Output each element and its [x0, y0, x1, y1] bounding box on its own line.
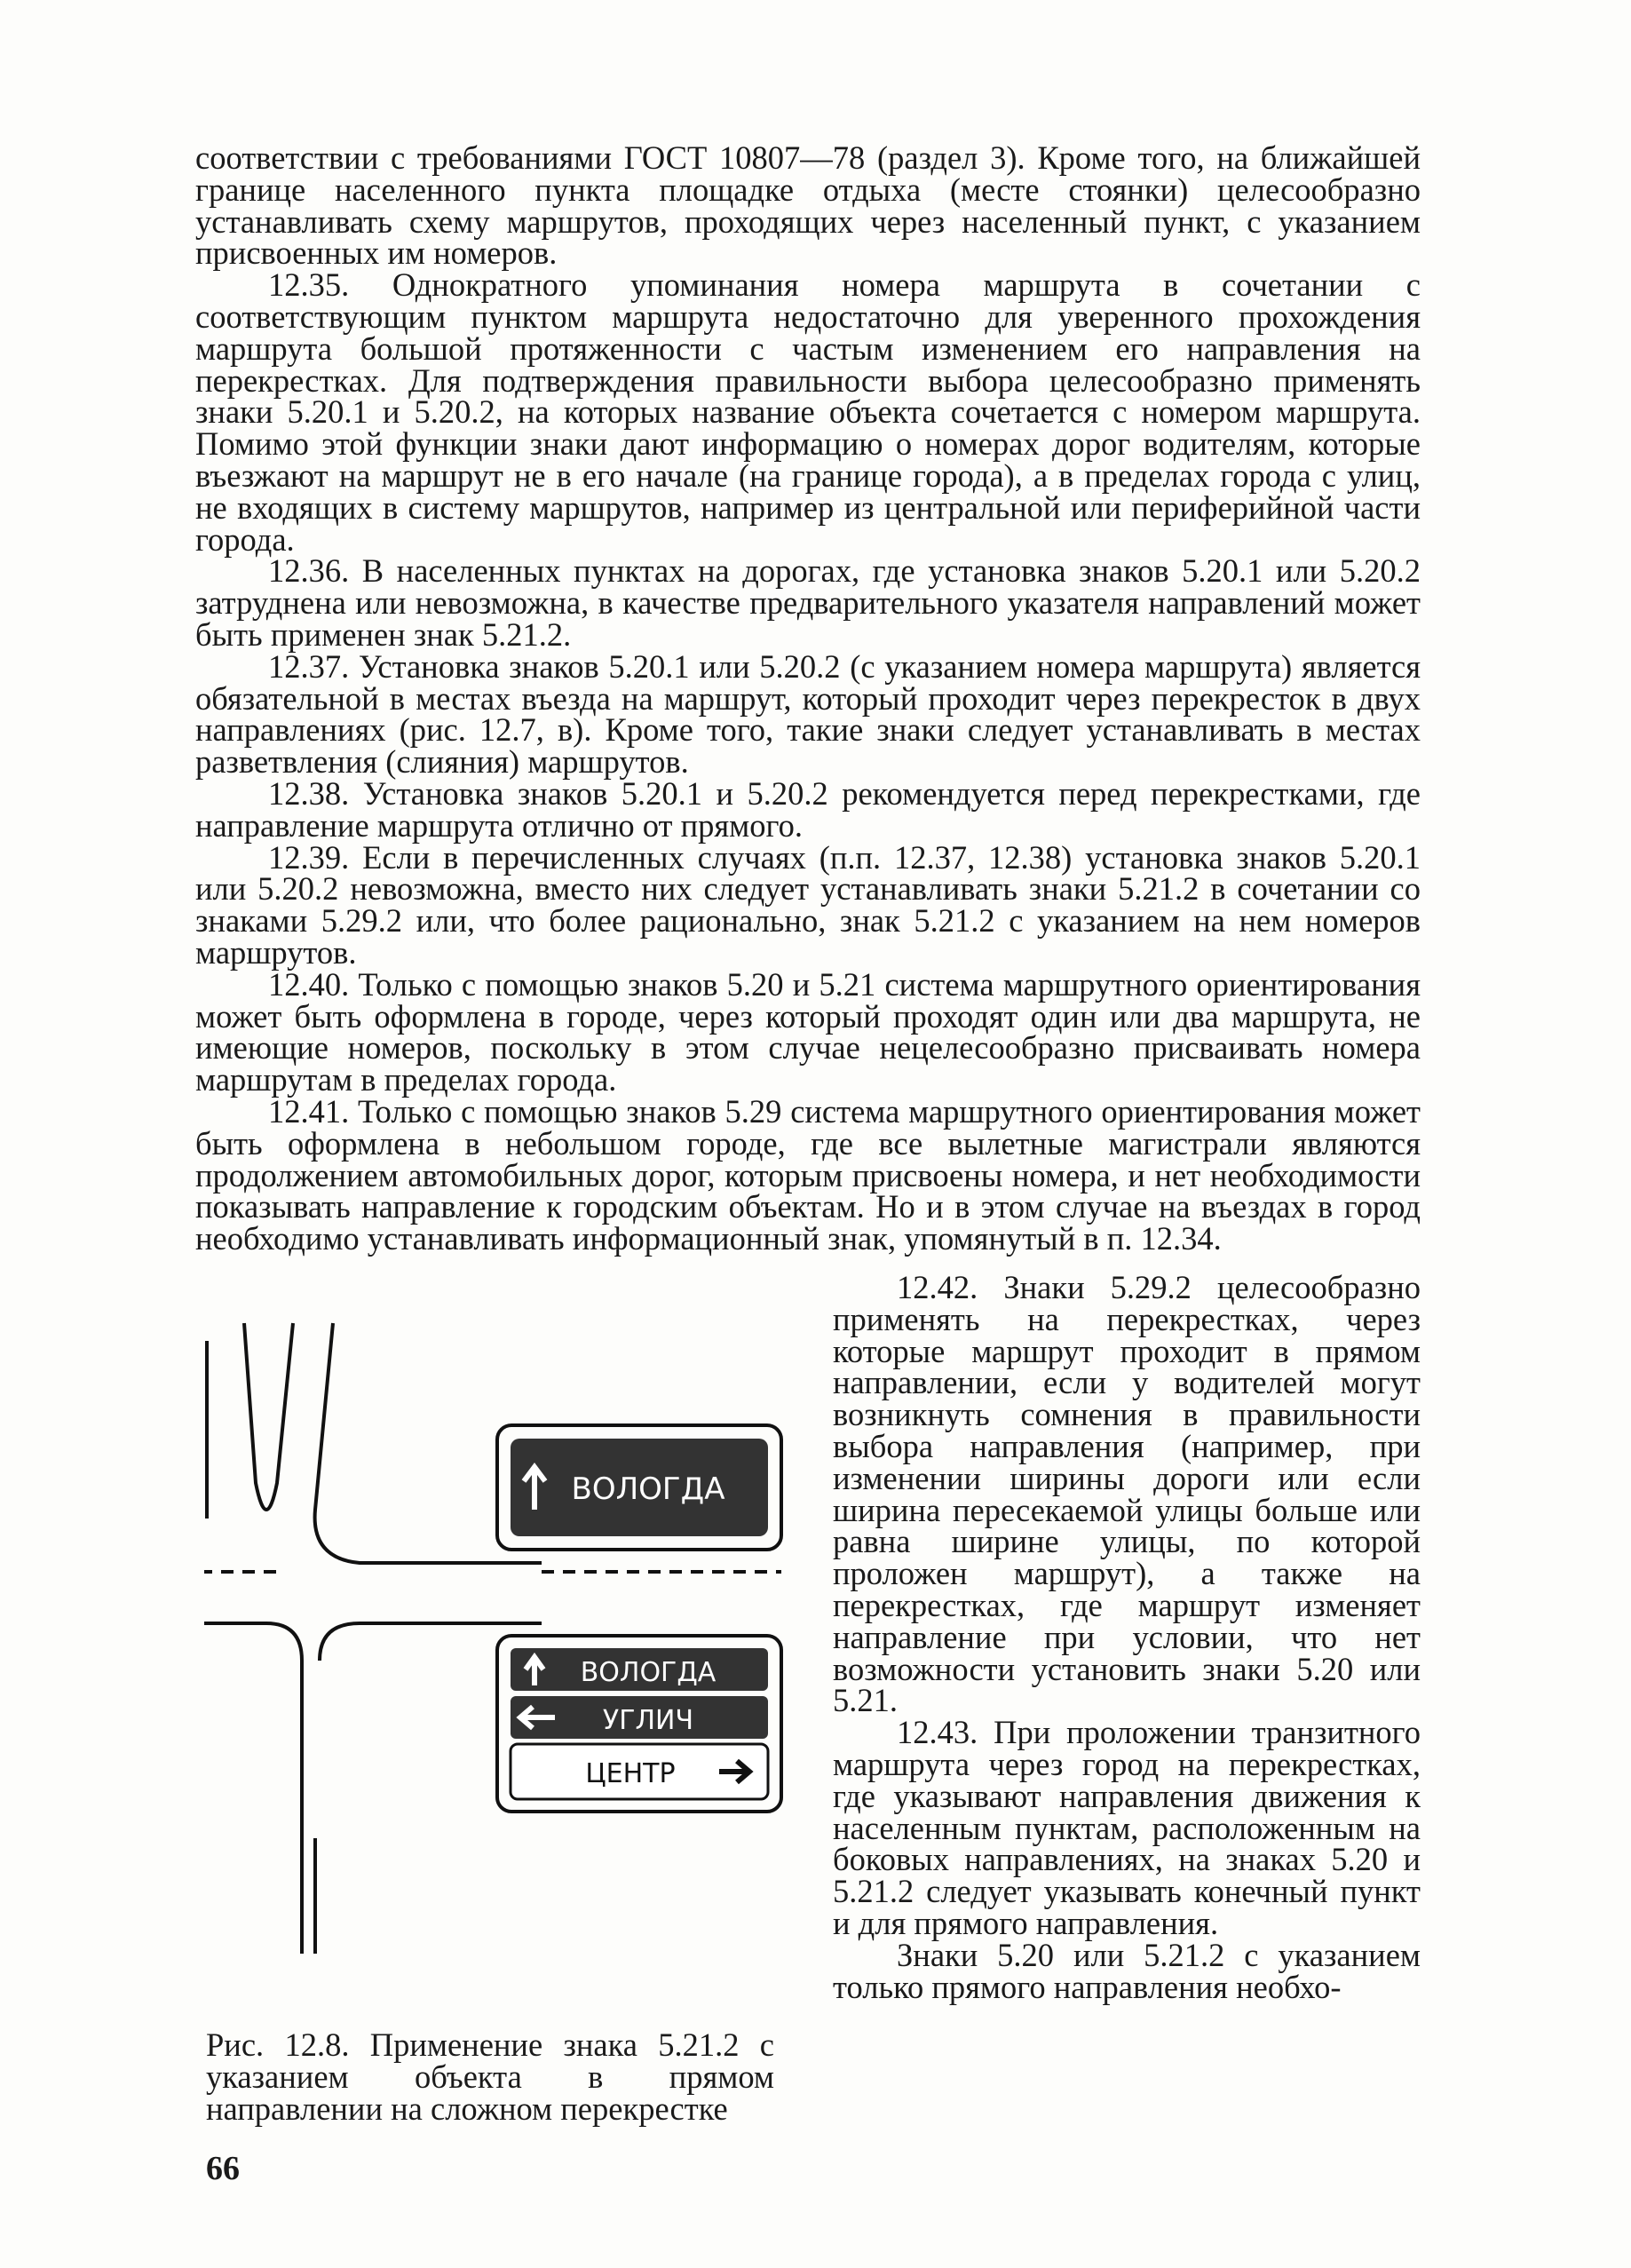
page-number: 66: [206, 2150, 240, 2187]
road-edge-right-upper: [315, 1323, 542, 1563]
figure-12-8: [204, 1305, 808, 2007]
paragraph-12-42: 12.42. Знаки 5.29.2 целесообразно применять на перекрестках, через которые маршрут проходит в прямом направлении, если у водителей могут возникнуть сомнения в правильности выбора направления (например, при изменении ширины дороги или если ширина пересекаемой улицы больше или равна ширине улицы, по которой проложен маршрут), а также на перекрестках, где маршрут изменяет направление при условии, что нет возможности установить знаки 5.20 или 5.21.: [833, 1269, 1421, 1719]
paragraph-12-38: 12.38. Установка знаков 5.20.1 и 5.20.2 рекомендуется перед перекрестками, где направление маршрута отлично от прямого.: [195, 774, 1421, 844]
sign-bottom-row1-label: ВОЛОГДА: [580, 1657, 717, 1688]
sign-bottom-row2-label: УГЛИЧ: [602, 1705, 694, 1736]
body-text-full-width: [195, 139, 1421, 1257]
paragraph-12-36: 12.36. В населенных пунктах на дорогах, где установка знаков 5.20.1 или 5.20.2 затруднена или невозможна, в качестве предварительного указателя направлений может быть применен знак 5.21.2.: [195, 552, 1421, 653]
paragraph-12-43: 12.43. При проложении транзитного маршрута через город на перекрестках, где указывают направления движения к населенным пунктам, расположенным на боковых направлениях, на знаках 5.20 и 5.21.2 следует указывать конечный пункт и для прямого направления.: [833, 1714, 1421, 1941]
paragraph-12-39: 12.39. Если в перечисленных случаях (п.п. 12.37, 12.38) установка знаков 5.20.1 или 5.20.2 невозможна, вместо них следует устанавливать знаки 5.21.2 в сочетании со знаками 5.29.2 или, что более рационально, знак 5.21.2 с указанием на нем номеров маршрутов.: [195, 838, 1421, 971]
paragraph-signs-note: Знаки 5.20 или 5.21.2 с указанием только прямого направления необхо-: [833, 1936, 1421, 2005]
sign-top-label: ВОЛОГДА: [571, 1471, 725, 1507]
road-lines: [204, 1323, 781, 1954]
sign-top: [497, 1425, 781, 1550]
road-median-v: [244, 1323, 293, 1510]
intersection-diagram: [204, 1305, 808, 2007]
paragraph-12-41: 12.41. Только с помощью знаков 5.29 система маршрутного ориентирования может быть оформлена в небольшом городе, где все вылетные магистрали являются продолжением автомобильных дорог, которым присвоены номера, и нет необходимости показывать направление к городским объектам. Но и в этом случае на въездах в город необходимо устанавливать информационный знак, упомянутый в п. 12.34.: [195, 1092, 1421, 1257]
paragraph-continuation: соответствии с требованиями ГОСТ 10807—78 (раздел 3). Кроме того, на ближайшей границе населенного пункта площадке отдыха (месте стоянки) целесообразно устанавливать схему маршрутов, проходящих через населенный пункт, с указанием присвоенных им номеров.: [195, 139, 1421, 272]
figure-caption: Рис. 12.8. Применение знака 5.21.2 с указанием объекта в прямом направлении на сложном перекрестке: [206, 2026, 774, 2127]
paragraph-12-35: 12.35. Однократного упоминания номера маршрута в сочетании с соответствующим пунктом маршрута недостаточно для уверенного прохождения маршрута большой протяженности с частым изменением его направления на перекрестках. Для подтверждения правильности выбора целесообразно применять знаки 5.20.1 и 5.20.2, на которых название объекта сочетается с номером маршрута. Помимо этой функции знаки дают информацию о номерах дорог водителям, которые въезжают на маршрут не в его начале (на границе города), а в пределах города с улиц, не входящих в систему маршрутов, например из центральной или периферийной части города.: [195, 266, 1421, 558]
road-edge-right-lower: [320, 1623, 542, 1661]
paragraph-12-37: 12.37. Установка знаков 5.20.1 или 5.20.2 (с указанием номера маршрута) является обязательной в местах въезда на маршрут, который проходит через перекресток в двух направлениях (рис. 12.7, в). Кроме того, такие знаки следует устанавливать в местах разветвления (слияния) маршрутов.: [195, 647, 1421, 781]
road-edge-left-lower: [204, 1623, 302, 1954]
body-text-right-column: [833, 1269, 1421, 2005]
sign-bottom: [497, 1636, 781, 1812]
paragraph-12-40: 12.40. Только с помощью знаков 5.20 и 5.21 система маршрутного ориентирования может быть оформлена в городе, через который проходят один или два маршрута, не имеющие номеров, поскольку в этом случае нецелесообразно присваивать номера маршрутам в пределах города.: [195, 965, 1421, 1098]
sign-bottom-row3-label: ЦЕНТР: [585, 1758, 676, 1789]
